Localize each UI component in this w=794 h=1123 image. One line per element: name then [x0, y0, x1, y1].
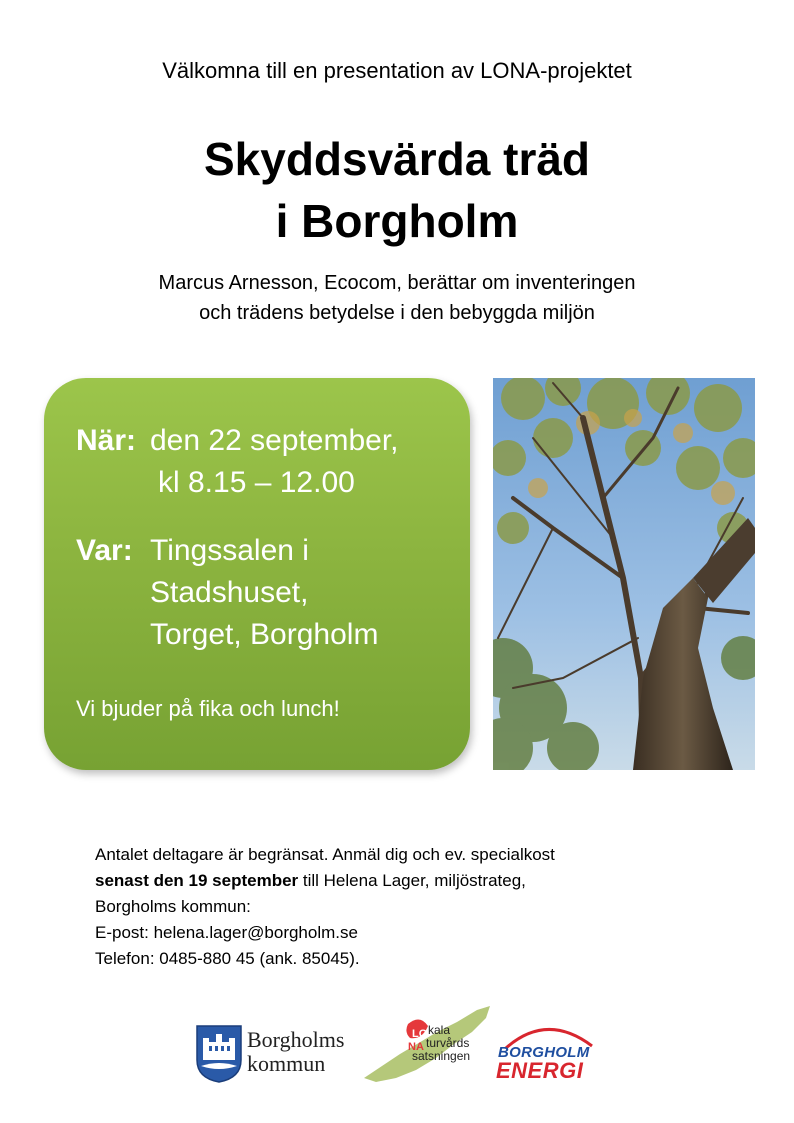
subtitle-line-1: Marcus Arnesson, Ecocom, berättar om inventeringen — [158, 272, 636, 294]
subtitle — [0, 268, 794, 328]
intro-line: Välkomna till en presentation av LONA-projektet — [162, 58, 632, 83]
kommun-line-1: Borgholms — [247, 1027, 345, 1052]
page-title — [0, 128, 794, 252]
subtitle-line-2: och trädens betydelse i den bebyggda miljön — [199, 302, 595, 324]
energi-line-1: BORGHOLM — [498, 1044, 590, 1061]
contact-line-3: Borgholms kommun: — [95, 897, 251, 916]
contact-line-1: Antalet deltagare är begränsat. Anmäl dig och ev. specialkost — [95, 845, 555, 864]
email-text: E-post: helena.lager@borgholm.se — [95, 923, 358, 942]
info-box — [44, 378, 470, 770]
tree-photo-icon — [493, 378, 755, 770]
crest-icon — [195, 1024, 243, 1084]
offer-text: Vi bjuder på fika och lunch! — [76, 696, 340, 721]
lona-line-3: satsningen — [412, 1049, 471, 1063]
lona-letters-na: NA — [408, 1041, 424, 1053]
title-line-2: i Borgholm — [275, 195, 519, 247]
kommun-wordmark — [247, 1028, 344, 1076]
lona-line-1: kala — [428, 1023, 451, 1037]
energi-line-2: ENERGI — [496, 1058, 584, 1083]
kommun-line-2: kommun — [247, 1051, 326, 1076]
when-label: När: — [76, 424, 137, 457]
when-value — [150, 420, 399, 504]
when-line-1: den 22 september, — [150, 424, 399, 457]
when-line-2: kl 8.15 – 12.00 — [158, 466, 355, 499]
contact-info — [95, 842, 555, 972]
deadline-text: senast den 19 september — [95, 871, 299, 890]
contact-line-2-rest: till Helena Lager, miljöstrateg, — [298, 871, 526, 890]
lona-line-2: turvårds — [426, 1036, 470, 1050]
lona-letters-lo: LO — [412, 1028, 428, 1040]
phone-text: Telefon: 0485-880 45 (ank. 85045). — [95, 949, 360, 968]
borgholms-kommun-logo — [195, 1024, 365, 1086]
where-value — [150, 530, 378, 656]
where-label: Var: — [76, 534, 133, 567]
borgholm-energi-logo — [492, 1020, 602, 1086]
lona-wordmark — [412, 1024, 470, 1063]
where-line-3: Torget, Borgholm — [150, 618, 379, 651]
contact-line-2 — [95, 868, 555, 894]
lona-logo — [362, 1004, 492, 1084]
where-line-1: Tingssalen i — [150, 534, 309, 567]
title-line-1: Skyddsvärda träd — [203, 133, 591, 185]
where-line-2: Stadshuset, — [150, 576, 309, 609]
tree-photo — [493, 378, 755, 770]
